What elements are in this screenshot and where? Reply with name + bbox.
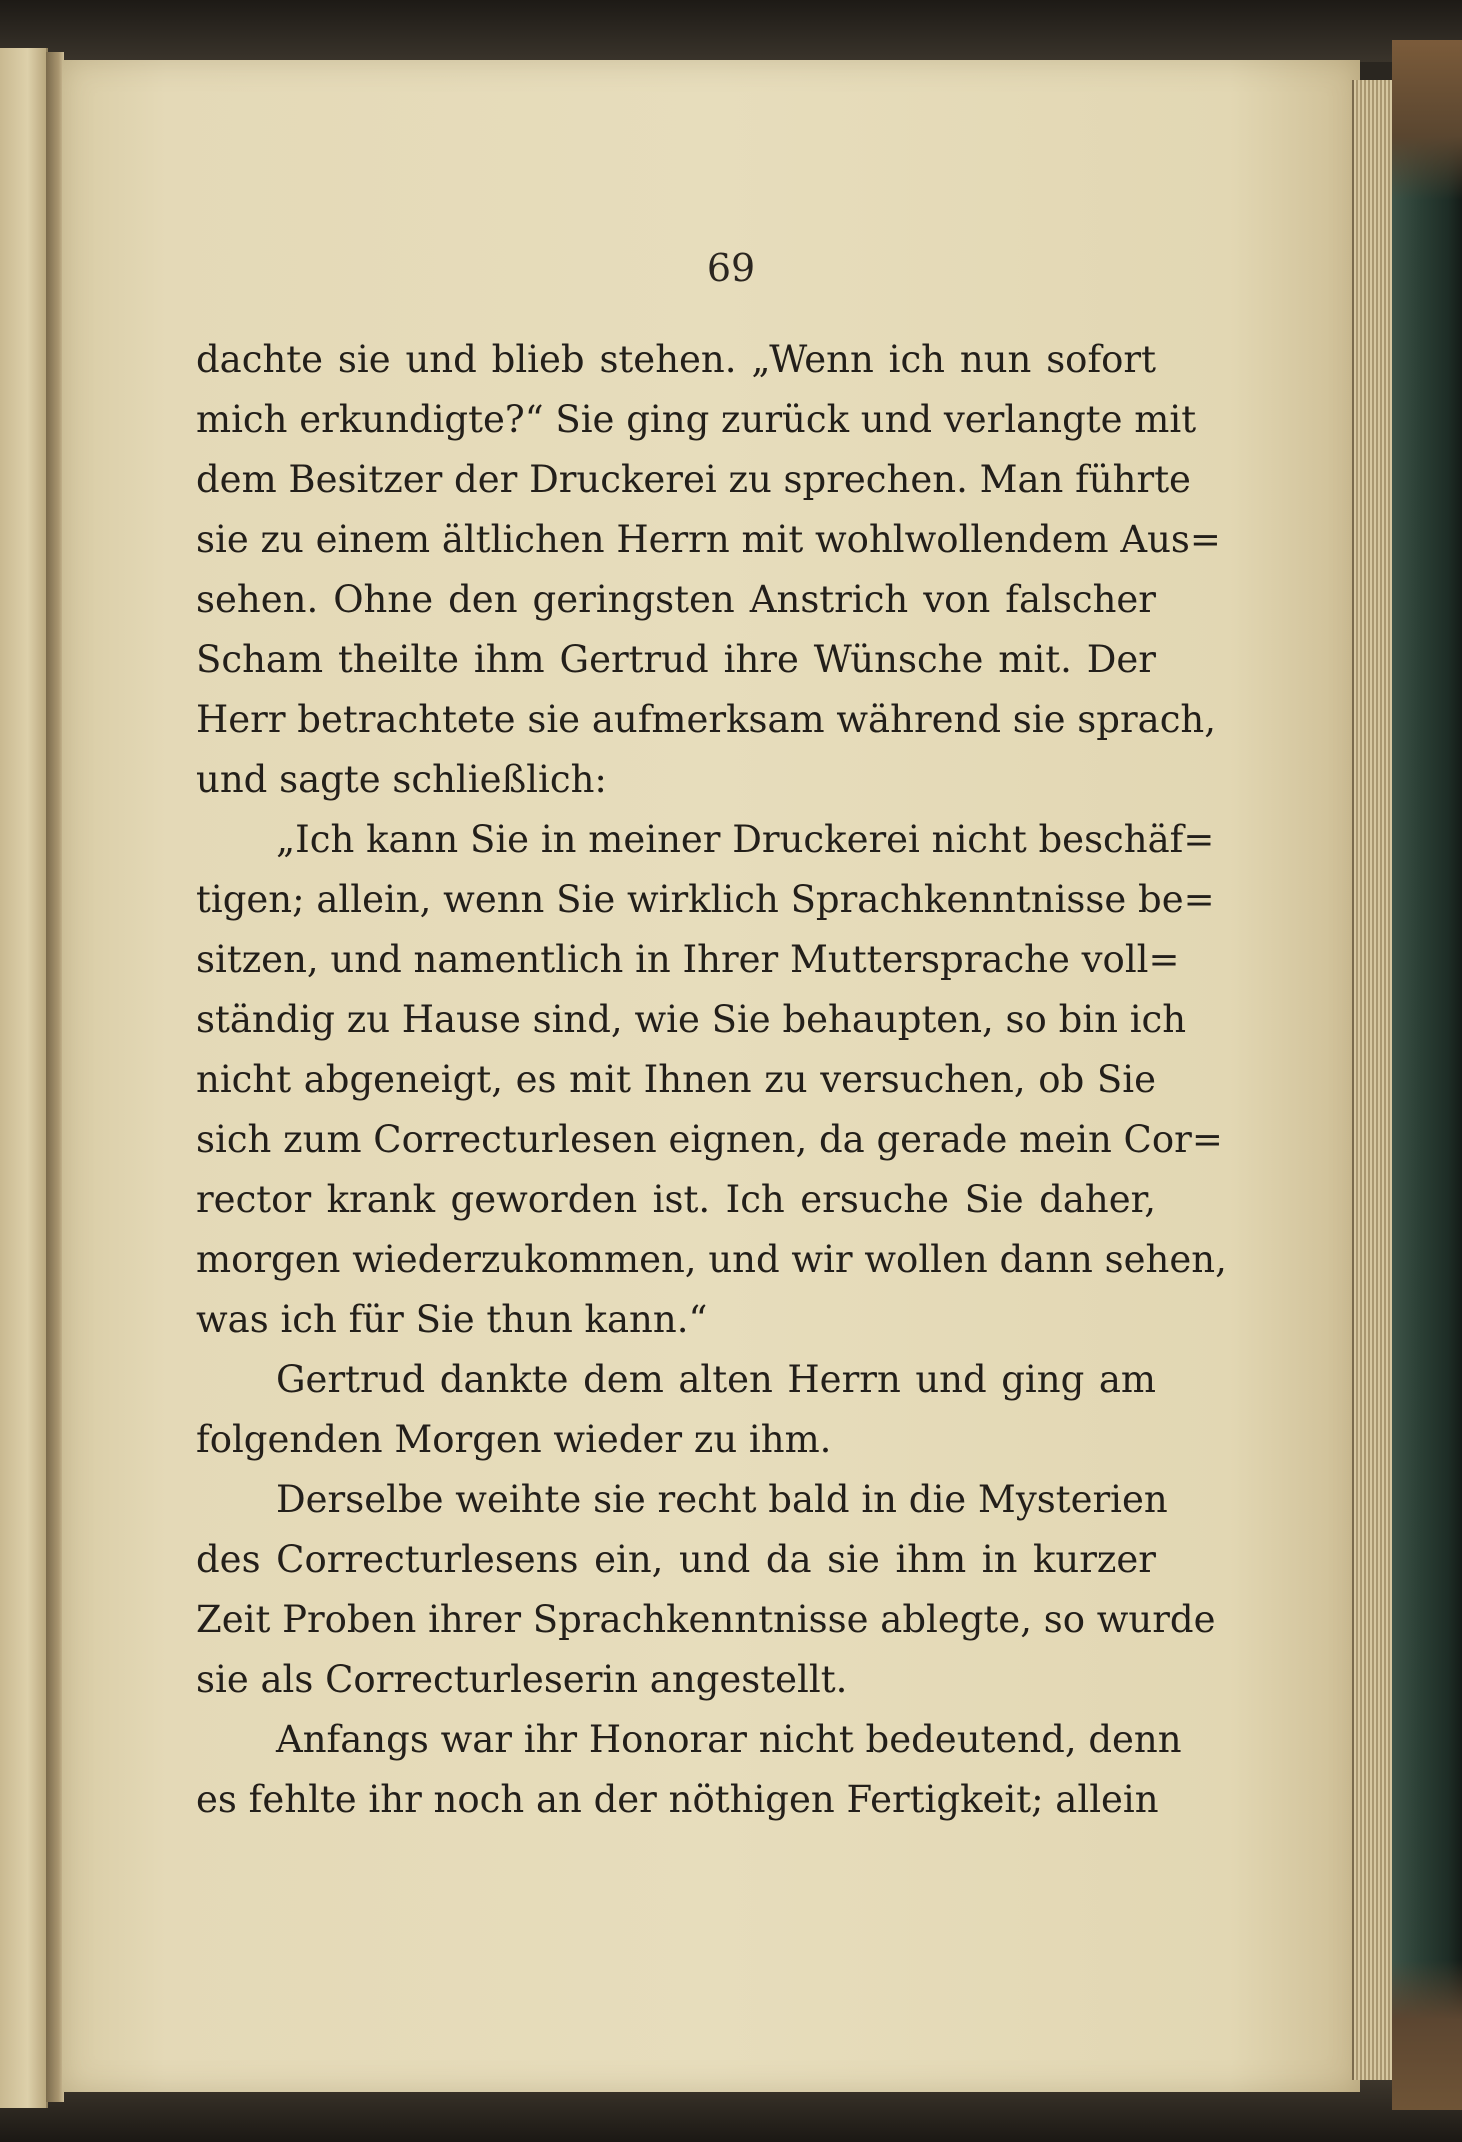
book-cover-edge xyxy=(1392,40,1462,2110)
text-line: Zeit Proben ihrer Sprachkenntnisse ablegte, so wurde xyxy=(196,1598,1216,1641)
text-line: rector krank geworden ist. Ich ersuche Sie daher, xyxy=(196,1178,1156,1221)
text-line: sich zum Correcturlesen eignen, da gerade mein Cor= xyxy=(196,1118,1223,1161)
text-line: Gertrud dankte dem alten Herrn und ging am xyxy=(276,1358,1156,1401)
page-number: 69 xyxy=(706,246,756,290)
cover-wear-top xyxy=(1392,40,1462,200)
text-line: morgen wiederzukommen, und wir wollen dann sehen, xyxy=(196,1238,1227,1281)
text-line: Derselbe weihte sie recht bald in die Mysterien xyxy=(276,1478,1168,1521)
text-line: es fehlte ihr noch an der nöthigen Fertigkeit; allein xyxy=(196,1778,1159,1821)
text-line: sitzen, und namentlich in Ihrer Muttersprache voll= xyxy=(196,938,1180,981)
text-line: des Correcturlesens ein, und da sie ihm in kurzer xyxy=(196,1538,1156,1581)
text-line: mich erkundigte?“ Sie ging zurück und verlangte mit xyxy=(196,398,1197,441)
text-line: dachte sie und blieb stehen. „Wenn ich nun sofort xyxy=(196,338,1156,381)
text-line: Anfangs war ihr Honorar nicht bedeutend, denn xyxy=(276,1718,1182,1761)
text-line: sie zu einem ältlichen Herrn mit wohlwollendem Aus= xyxy=(196,518,1221,561)
text-line: ständig zu Hause sind, wie Sie behaupten, so bin ich xyxy=(196,998,1187,1041)
text-line: sie als Correcturleserin angestellt. xyxy=(196,1658,848,1701)
text-line: „Ich kann Sie in meiner Druckerei nicht beschäf= xyxy=(276,818,1215,861)
text-line: was ich für Sie thun kann.“ xyxy=(196,1298,708,1341)
page-block-edge xyxy=(1352,80,1394,2080)
body-text xyxy=(196,330,1227,1830)
text-line: folgenden Morgen wieder zu ihm. xyxy=(196,1418,832,1461)
text-line: dem Besitzer der Druckerei zu sprechen. Man führte xyxy=(196,458,1191,501)
cover-wear-bottom xyxy=(1392,1960,1462,2110)
text-line: tigen; allein, wenn Sie wirklich Sprachkenntnisse be= xyxy=(196,878,1215,921)
text-line: Scham theilte ihm Gertrud ihre Wünsche mit. Der xyxy=(196,638,1156,681)
text-line: und sagte schließlich: xyxy=(196,758,607,801)
text-line: sehen. Ohne den geringsten Anstrich von falscher xyxy=(196,578,1156,621)
text-line: Herr betrachtete sie aufmerksam während sie sprach, xyxy=(196,698,1217,741)
text-line: nicht abgeneigt, es mit Ihnen zu versuchen, ob Sie xyxy=(196,1058,1156,1101)
facing-page-edge xyxy=(0,48,48,2108)
scan-top-border xyxy=(0,0,1462,62)
